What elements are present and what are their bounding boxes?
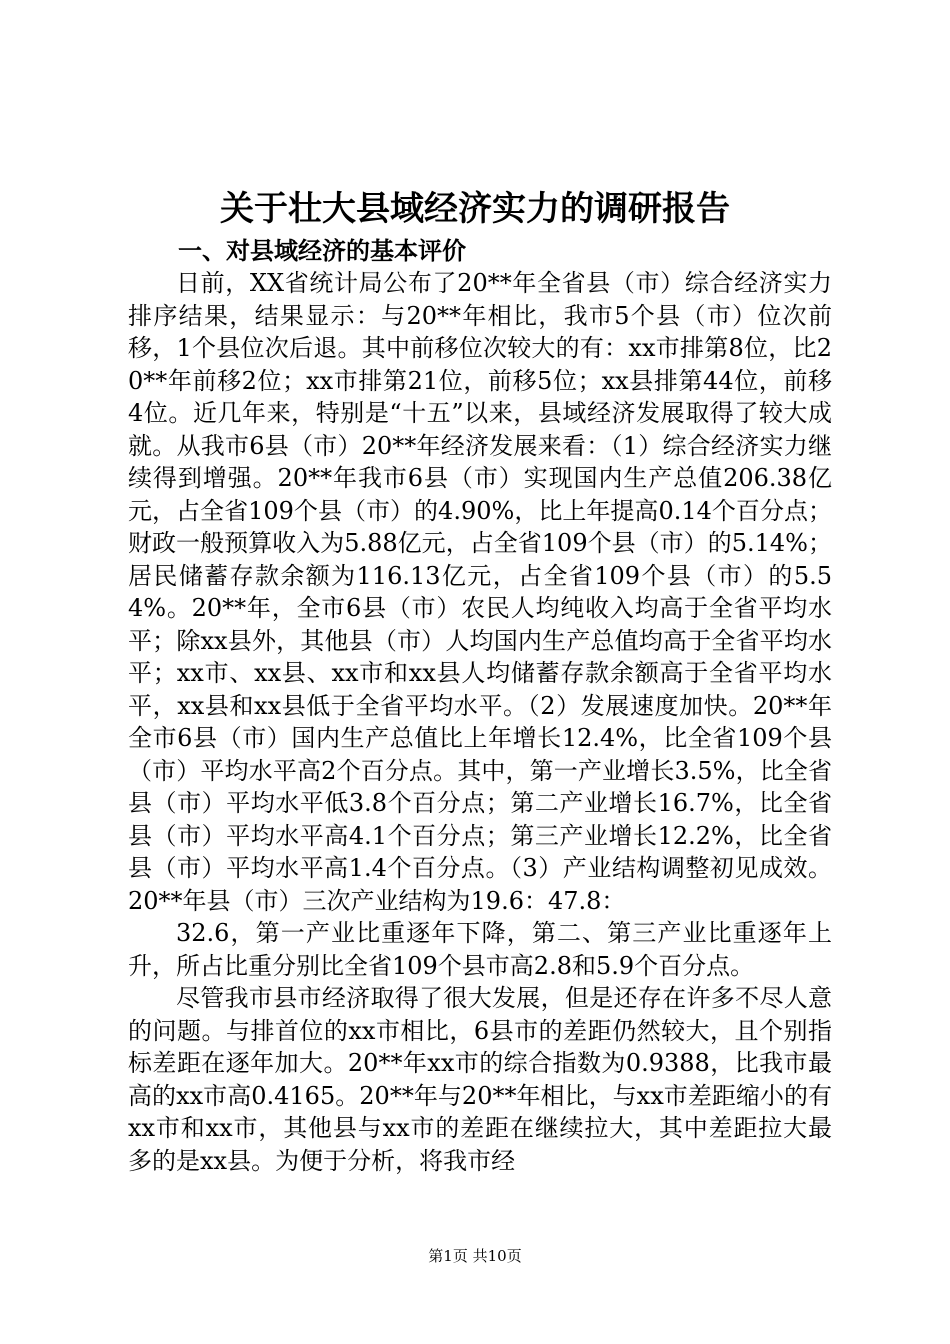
body-text: [128, 267, 832, 1177]
section-heading: 一、对县域经济的基本评价: [178, 237, 466, 265]
paragraph-1: 日前，XX省统计局公布了20**年全省县（市）综合经济实力排序结果，结果显示：与20**年相比，我市5个县（市）位次前移，1个县位次后退。其中前移位次较大的有：xx市排第8位，比20**年前移2位；xx市排第21位，前移5位；xx县排第44位，前移4位。近几年来，特别是“十五”以来，县域经济发展取得了较大成就。从我市6县（市）20**年经济发展来看：（1）综合经济实力继续得到增强。20**年我市6县（市）实现国内生产总值206.38亿元，占全省109个县（市）的4.90%，比上年提高0.14个百分点；财政一般预算收入为5.88亿元，占全省109个县（市）的5.14%；居民储蓄存款余额为116.13亿元，占全省109个县（市）的5.54%。20**年，全市6县（市）农民人均纯收入均高于全省平均水平；除xx县外，其他县（市）人均国内生产总值均高于全省平均水平；xx市、xx县、xx市和xx县人均储蓄存款余额高于全省平均水平，xx县和xx县低于全省平均水平。（2）发展速度加快。20**年全市6县（市）国内生产总值比上年增长12.4%，比全省109个县（市）平均水平高2个百分点。其中，第一产业增长3.5%，比全省县（市）平均水平低3.8个百分点；第二产业增长16.7%，比全省县（市）平均水平高4.1个百分点；第三产业增长12.2%，比全省县（市）平均水平高1.4个百分点。（3）产业结构调整初见成效。20**年县（市）三次产业结构为19.6：47.8：: [128, 269, 832, 915]
paragraph-2: 32.6，第一产业比重逐年下降，第二、第三产业比重逐年上升，所占比重分别比全省109个县市高2.8和5.9个百分点。: [128, 919, 832, 980]
document-title: 关于壮大县域经济实力的调研报告: [220, 189, 730, 229]
page-footer: 第1页 共10页: [428, 1247, 522, 1265]
paragraph-3: 尽管我市县市经济取得了很大发展，但是还存在许多不尽人意的问题。与排首位的xx市相比，6县市的差距仍然较大，且个别指标差距在逐年加大。20**年xx市的综合指数为0.9388，比我市最高的xx市高0.4165。20**年与20**年相比，与xx市差距缩小的有xx市和xx市，其他县与xx市的差距在继续拉大，其中差距拉大最多的是xx县。为便于分析，将我市经: [128, 984, 832, 1175]
